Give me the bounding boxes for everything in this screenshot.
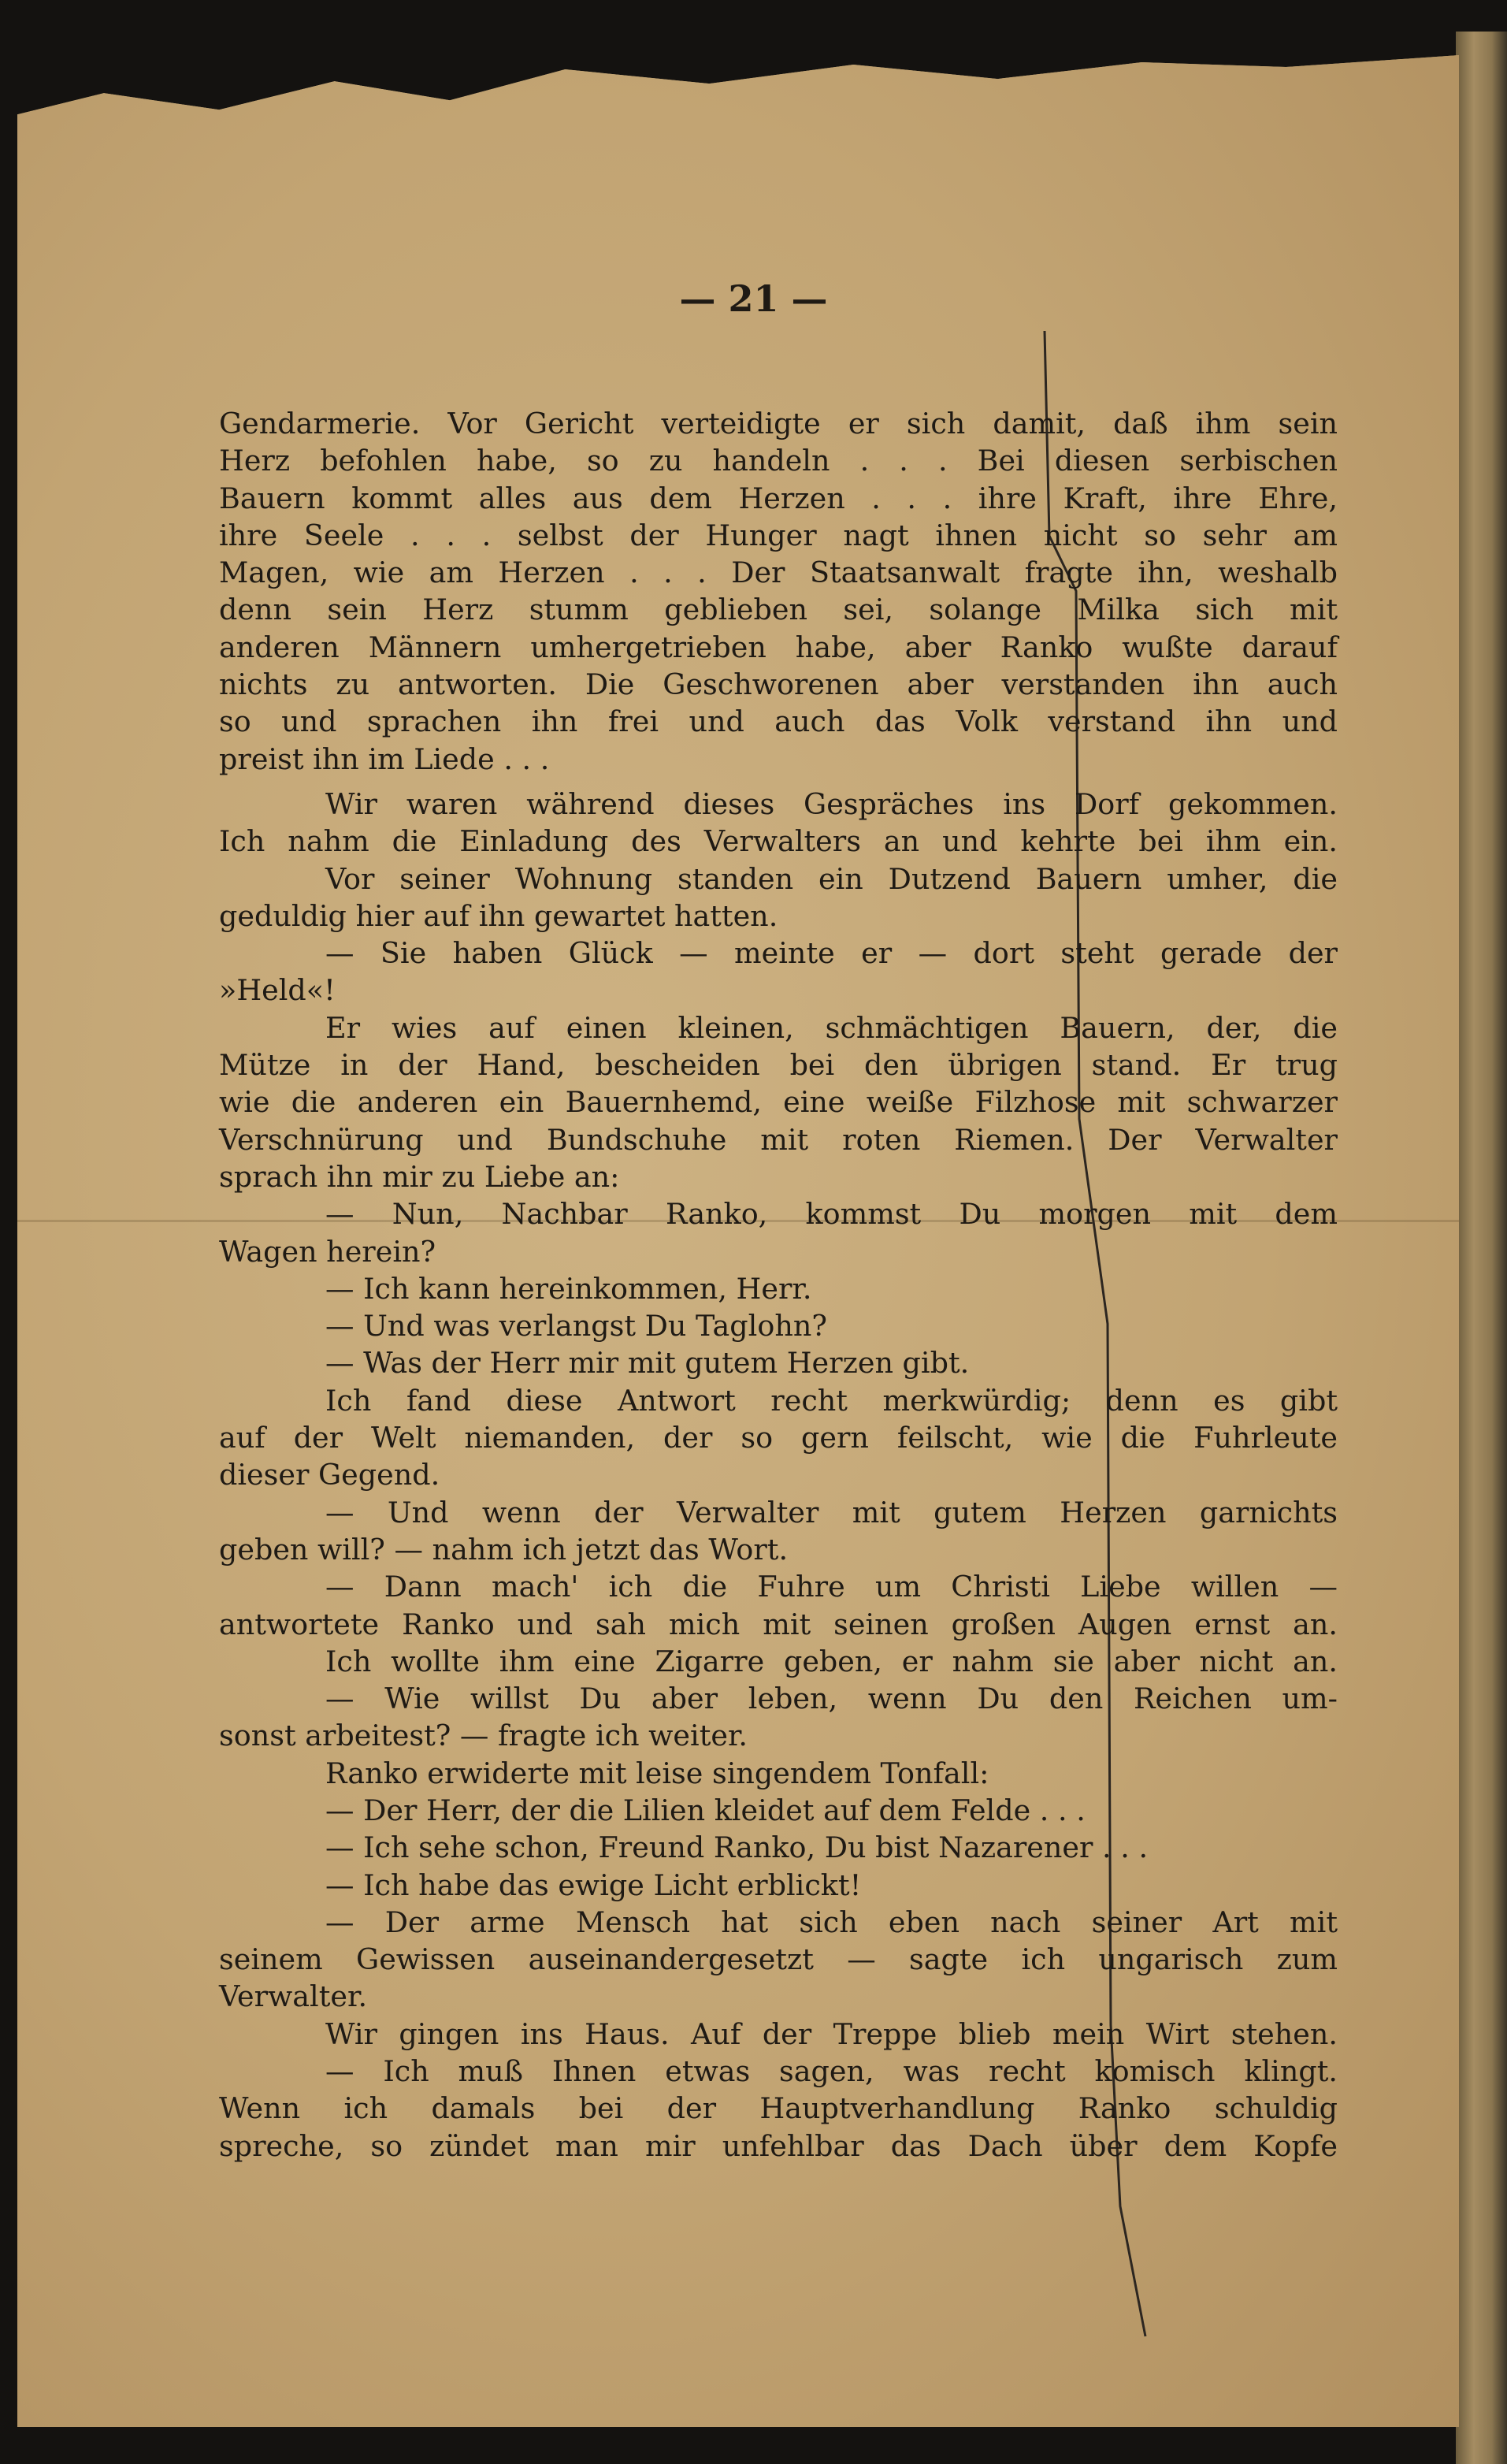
text-line: — Der arme Mensch hat sich eben nach seiner Art mit [325,1905,1338,1939]
text-line: Wir gingen ins Haus. Auf der Treppe blieb mein Wirt stehen. [325,2016,1338,2051]
text-line: Vor seiner Wohnung standen ein Dutzend Bauern umher, die [325,861,1338,896]
text-line: Verwalter. [219,1979,368,2014]
text-line: denn sein Herz stumm geblieben sei, solange Milka sich mit [219,593,1338,627]
text-line: Wenn ich damals bei der Hauptverhandlung Ranko schuldig [219,2091,1338,2126]
text-line: — Ich kann hereinkommen, Herr. [325,1271,812,1306]
body-text [219,405,1338,2165]
text-line: — Ich muß Ihnen etwas sagen, was recht komisch klingt. [325,2054,1338,2089]
text-line: geduldig hier auf ihn gewartet hatten. [219,898,778,933]
text-line: »Held«! [219,973,336,1008]
text-line: Ich nahm die Einladung des Verwalters an und kehrte bei ihm ein. [219,824,1338,859]
text-line: Magen, wie am Herzen . . . Der Staatsanwalt fragte ihn, weshalb [219,556,1338,590]
text-line: — Wie willst Du aber leben, wenn Du den Reichen um- [325,1682,1338,1716]
text-line: Ich wollte ihm eine Zigarre geben, er nahm sie aber nicht an. [325,1644,1338,1678]
text-line: wie die anderen ein Bauernhemd, eine weiße Filzhose mit schwarzer [219,1085,1338,1120]
text-line: Er wies auf einen kleinen, schmächtigen Bauern, der, die [325,1010,1338,1045]
text-line: — Der Herr, der die Lilien kleidet auf dem Felde . . . [325,1793,1086,1827]
text-line: — Was der Herr mir mit gutem Herzen gibt. [325,1346,970,1381]
text-line: — Und wenn der Verwalter mit gutem Herzen garnichts [325,1495,1338,1529]
text-line: — Sie haben Glück — meinte er — dort steht gerade der [325,936,1338,971]
text-line: — Dann mach' ich die Fuhre um Christi Liebe willen — [325,1570,1338,1604]
text-line: nichts zu antworten. Die Geschworenen aber verstanden ihn auch [219,667,1338,702]
text-line: — Ich habe das ewige Licht erblickt! [325,1868,862,1902]
text-line: Wagen herein? [219,1234,436,1269]
text-line: Herz befohlen habe, so zu handeln . . . Bei diesen serbischen [219,444,1338,478]
text-line: — Nun, Nachbar Ranko, kommst Du morgen mit dem [325,1197,1338,1232]
text-line: preist ihn im Liede . . . [219,741,550,776]
page-number: — 21 — [679,277,828,320]
text-line: Ranko erwiderte mit leise singendem Tonfall: [325,1756,989,1790]
text-line: — Und was verlangst Du Taglohn? [325,1309,827,1343]
text-line: ihre Seele . . . selbst der Hunger nagt ihnen nicht so sehr am [219,518,1338,552]
text-line: Gendarmerie. Vor Gericht verteidigte er sich damit, daß ihm sein [219,407,1338,440]
text-line: Wir waren während dieses Gespräches ins Dorf gekommen. [325,786,1338,821]
text-line: auf der Welt niemanden, der so gern feilscht, wie die Fuhrleute [219,1421,1338,1455]
text-line: antwortete Ranko und sah mich mit seinen großen Augen ernst an. [219,1607,1338,1641]
text-line: sprach ihn mir zu Liebe an: [219,1159,620,1194]
text-line: Mütze in der Hand, bescheiden bei den übrigen stand. Er trug [219,1048,1338,1083]
text-line: Verschnürung und Bundschuhe mit roten Riemen. Der Verwalter [219,1122,1338,1157]
text-line: — Ich sehe schon, Freund Ranko, Du bist Nazarener . . . [325,1830,1149,1865]
text-line: Bauern kommt alles aus dem Herzen . . . ihre Kraft, ihre Ehre, [219,481,1338,515]
text-line: sonst arbeitest? — fragte ich weiter. [219,1719,748,1753]
book-spine [1456,32,1507,2464]
text-line: spreche, so zündet man mir unfehlbar das Dach über dem Kopfe [219,2128,1338,2163]
text-line: seinem Gewissen auseinandergesetzt — sagte ich ungarisch zum [219,1942,1338,1977]
text-line: dieser Gegend. [219,1458,440,1492]
text-line: so und sprachen ihn frei und auch das Volk verstand ihn und [219,704,1338,739]
text-line: geben will? — nahm ich jetzt das Wort. [219,1532,789,1566]
text-line: Ich fand diese Antwort recht merkwürdig; denn es gibt [325,1383,1338,1418]
text-line: anderen Männern umhergetrieben habe, aber Ranko wußte darauf [219,630,1338,664]
